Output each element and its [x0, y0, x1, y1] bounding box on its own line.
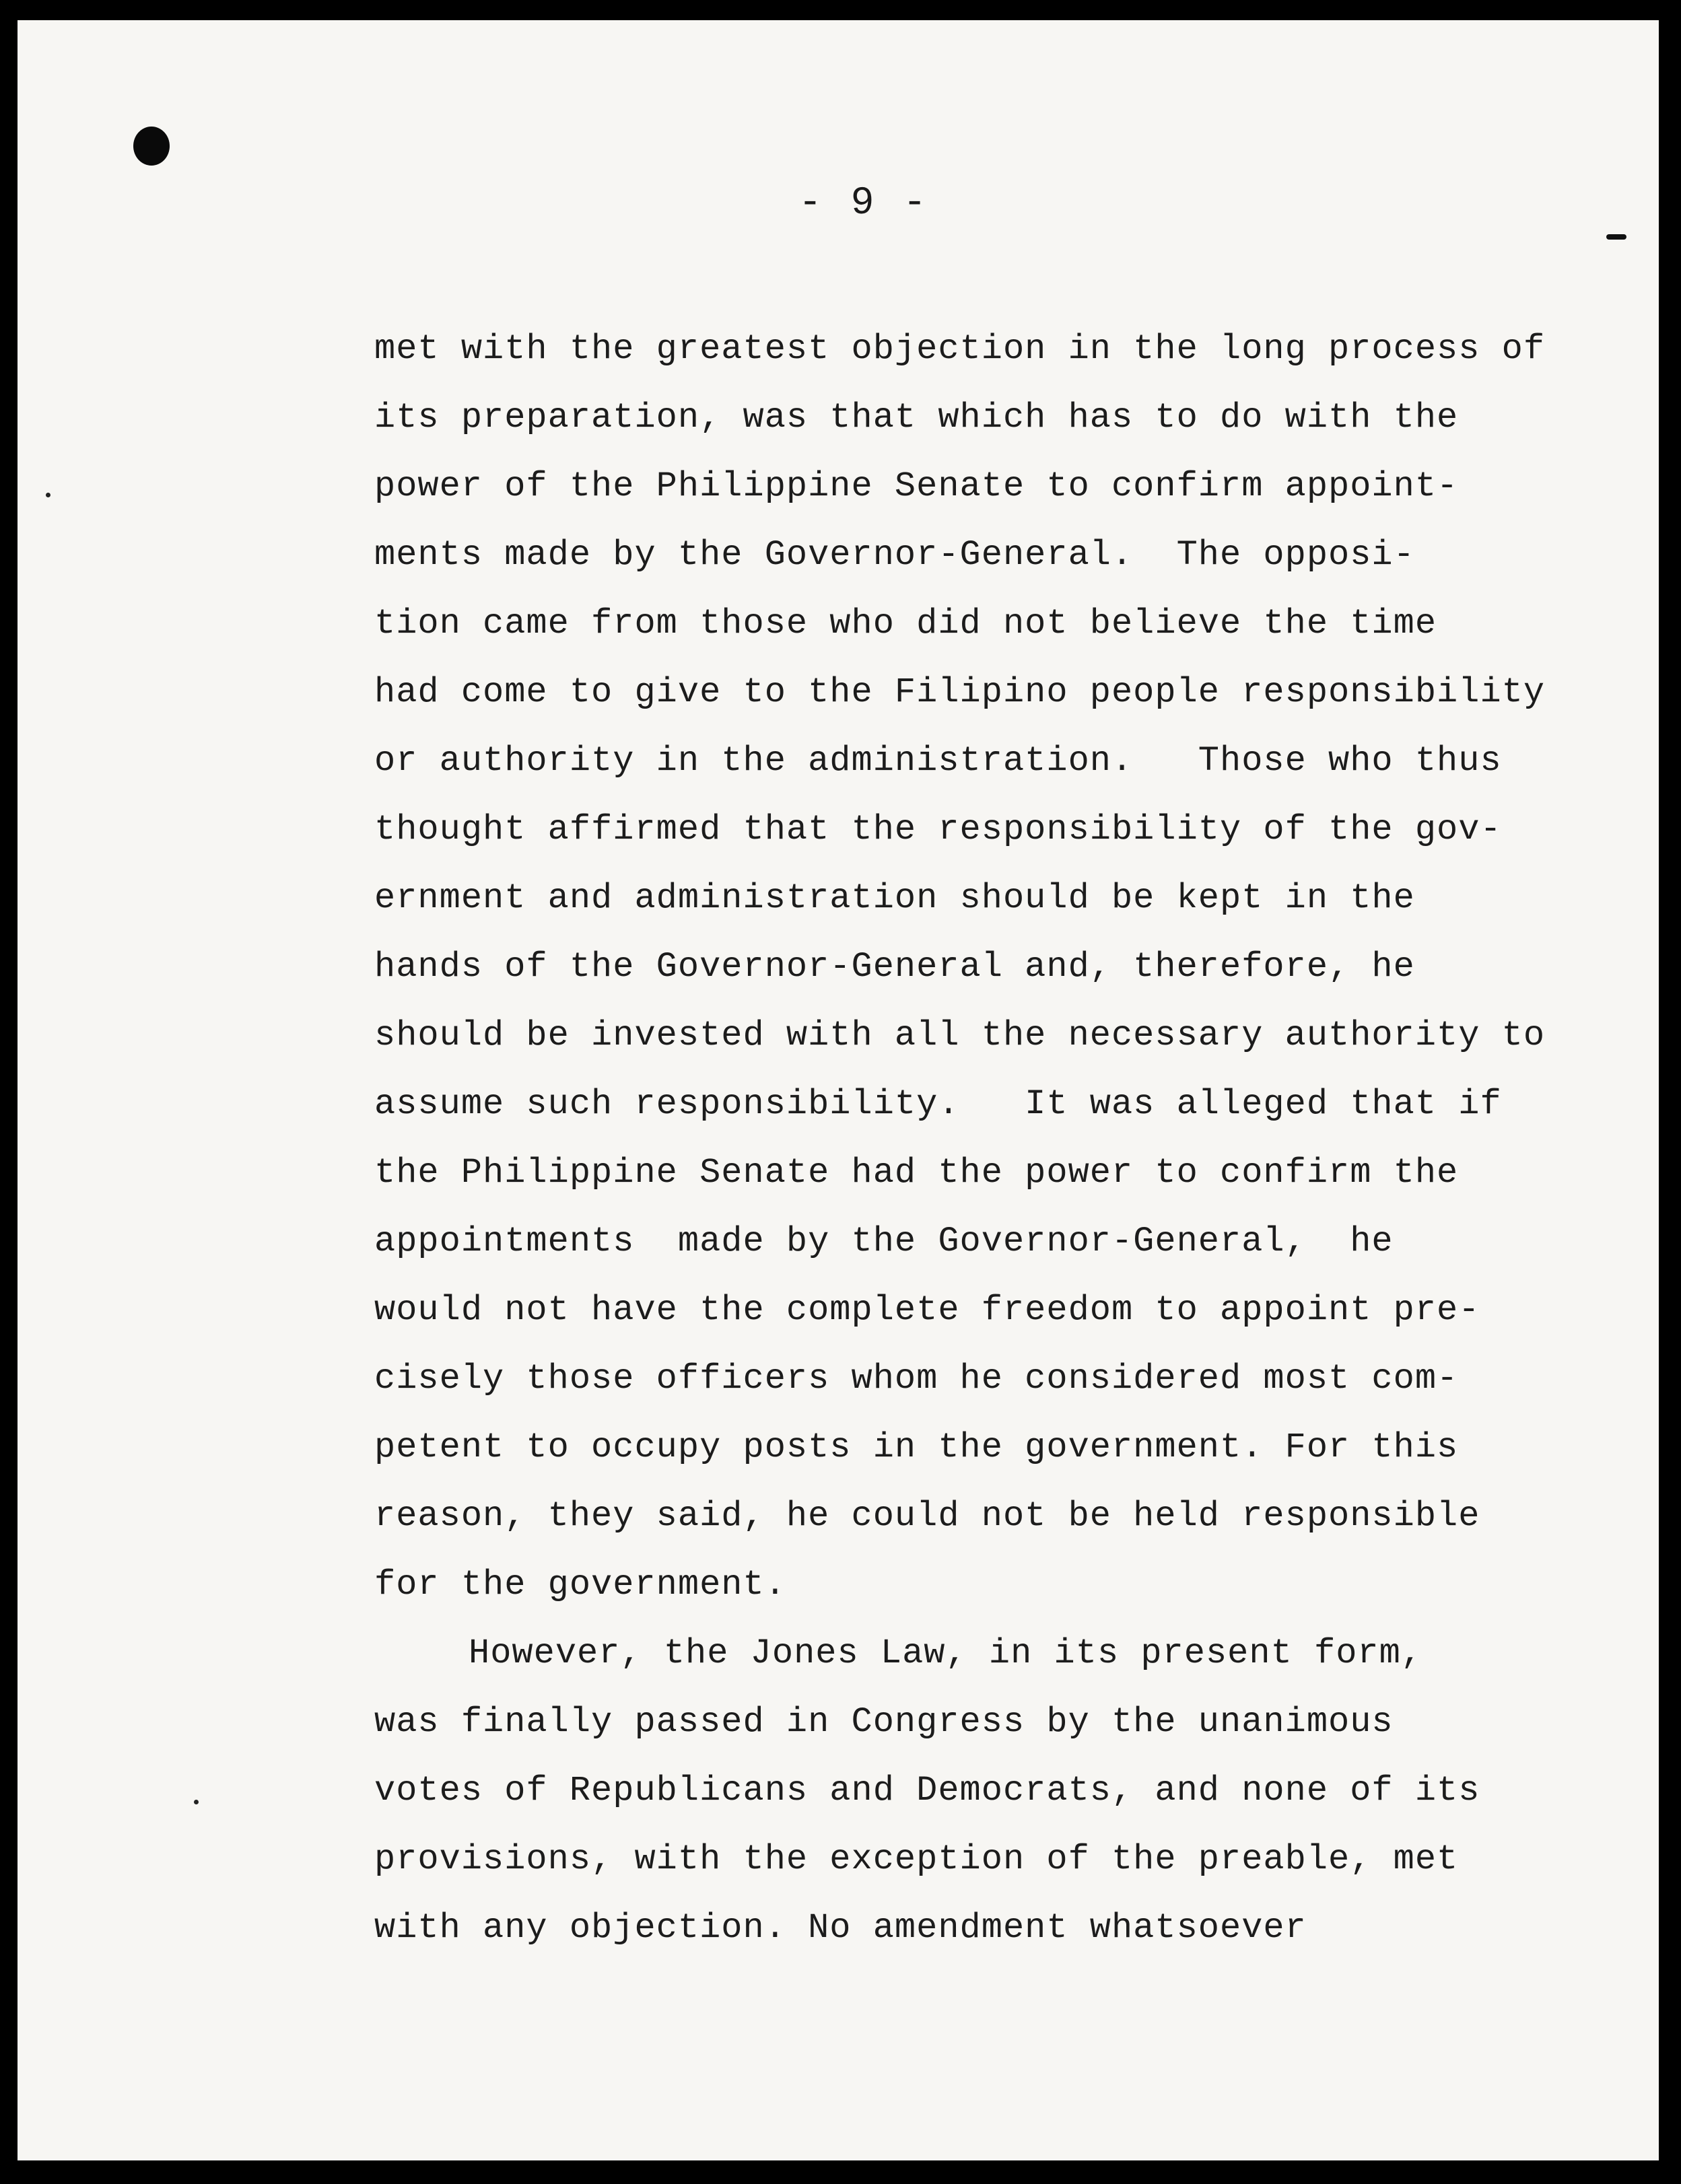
text-line: reason, they said, he could not be held responsible [374, 1496, 1480, 1536]
text-line: However, the Jones Law, in its present form, [469, 1633, 1423, 1673]
text-line: had come to give to the Filipino people responsibility [374, 672, 1546, 712]
text-line: should be invested with all the necessary authority to [374, 1016, 1546, 1055]
page-number: - 9 - [798, 182, 930, 225]
text-line: provisions, with the exception of the preable, met [374, 1839, 1459, 1879]
text-line: hands of the Governor-General and, therefore, he [374, 947, 1415, 987]
text-line: would not have the complete freedom to appoint pre- [374, 1290, 1480, 1330]
text-line: its preparation, was that which has to do with the [374, 398, 1459, 437]
text-line: power of the Philippine Senate to confirm appoint- [374, 466, 1459, 506]
punch-hole [133, 127, 170, 166]
text-line: assume such responsibility. It was alleged that if [374, 1084, 1502, 1124]
text-line: met with the greatest objection in the long process of [374, 329, 1546, 369]
ink-speck [46, 493, 50, 497]
text-line: petent to occupy posts in the government. For this [374, 1428, 1459, 1467]
text-line: thought affirmed that the responsibility of the gov- [374, 810, 1502, 849]
text-line: was finally passed in Congress by the unanimous [374, 1702, 1394, 1742]
document-page [18, 20, 1659, 2160]
text-line: ernment and administration should be kept in the [374, 878, 1415, 918]
text-line: votes of Republicans and Democrats, and none of its [374, 1771, 1480, 1810]
text-line: with any objection. No amendment whatsoever [374, 1908, 1307, 1948]
text-line: ments made by the Governor-General. The opposi- [374, 535, 1415, 575]
body-text [374, 315, 1653, 1963]
text-line: the Philippine Senate had the power to confirm the [374, 1153, 1459, 1193]
edge-mark [1606, 234, 1626, 240]
text-line: appointments made by the Governor-General, he [374, 1222, 1394, 1261]
text-line: cisely those officers whom he considered most com- [374, 1359, 1459, 1399]
text-line: for the government. [374, 1565, 786, 1605]
text-line: tion came from those who did not believe the time [374, 604, 1437, 643]
ink-speck [194, 1800, 199, 1804]
text-line: or authority in the administration. Those who thus [374, 741, 1502, 781]
